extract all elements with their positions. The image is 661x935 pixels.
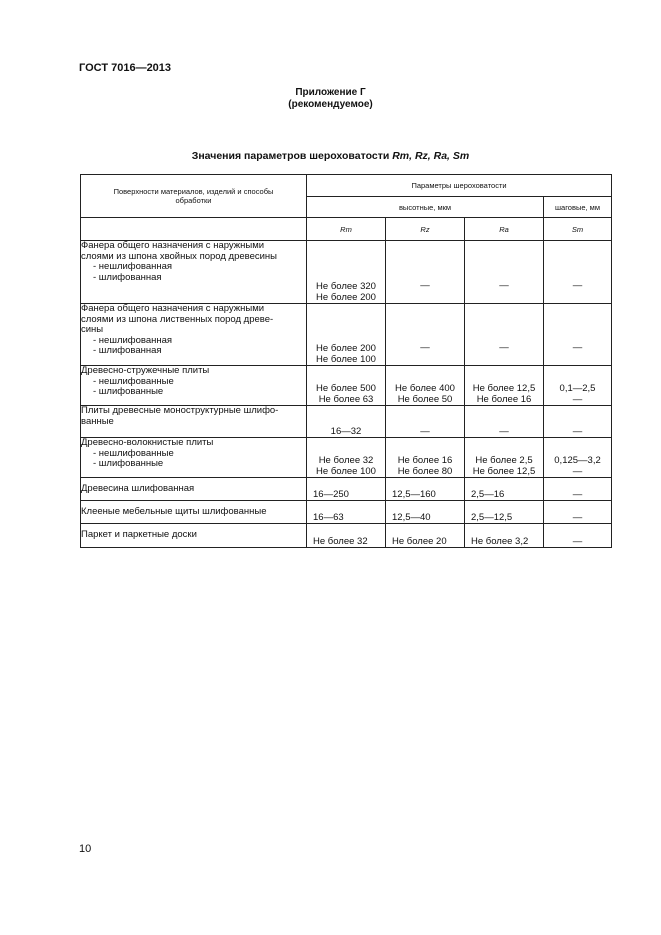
cell-rm-value: 16—250 (313, 488, 349, 500)
cell-sm (544, 478, 612, 501)
cell-ra (465, 478, 544, 501)
cell-sm-value: — (572, 488, 583, 500)
header-sm: Sm (544, 218, 612, 241)
cell-rm (307, 304, 386, 366)
cell-rz (386, 478, 465, 501)
cell-sm (544, 524, 612, 548)
cell-rz-value: — (420, 425, 430, 437)
row-description (81, 524, 307, 548)
appendix-note: (рекомендуемое) (288, 99, 373, 110)
cell-rz (386, 366, 465, 406)
cell-sm-value: — (572, 535, 583, 547)
cell-rm-value: Не более 100 (316, 465, 376, 477)
description-line: Клееные мебельные щиты шлифованные (81, 505, 267, 517)
table-row (81, 241, 612, 304)
cell-rm (307, 438, 386, 478)
cell-rm-value: Не более 320 (316, 281, 376, 292)
cell-rz-value: Не более 400 (395, 383, 455, 394)
cell-rm (307, 478, 386, 501)
cell-rz-value: 12,5—160 (392, 488, 436, 500)
description-line: Древесно-стружечные плиты (81, 365, 210, 376)
table-title-prefix: Значения параметров шероховатости (191, 150, 393, 162)
cell-rm (307, 501, 386, 524)
header-rm: Rm (307, 218, 386, 241)
cell-sm (544, 438, 612, 478)
cell-ra (465, 366, 544, 406)
cell-rm-value: Не более 32 (318, 455, 374, 466)
appendix-title: Приложение Г (295, 87, 366, 98)
description-item: - шлифованные (93, 458, 164, 469)
description-line: слоями из шпона лиственных пород древе- (81, 313, 274, 325)
cell-ra (465, 438, 544, 478)
cell-rz-value: Не более 80 (397, 465, 453, 477)
description-item: - нешлифованные (93, 375, 174, 387)
row-description (81, 406, 307, 438)
table-body (81, 241, 612, 548)
description-item: - нешлифованная (93, 334, 173, 346)
description-line: сины (81, 324, 104, 335)
cell-rm-value: 16—32 (330, 425, 362, 437)
description-item: - нешлифованные (93, 447, 174, 459)
description-line: ванные (81, 415, 114, 427)
cell-sm (544, 366, 612, 406)
description-line: слоями из шпона хвойных пород древесины (81, 250, 278, 262)
cell-ra-value: Не более 12,5 (472, 383, 536, 394)
description-item: - шлифованная (93, 271, 162, 283)
description-line: Паркет и паркетные доски (81, 529, 197, 541)
header-params-group: Параметры шероховатости (307, 175, 612, 197)
cell-rm-value: Не более 200 (316, 343, 376, 354)
table-title-params: Rm, Rz, Ra, Sm (392, 150, 470, 162)
cell-ra-value: — (499, 279, 509, 291)
cell-ra-value: Не более 12,5 (472, 465, 536, 477)
table-row (81, 406, 612, 438)
page-number: 10 (79, 843, 92, 855)
cell-sm-value: — (572, 393, 583, 405)
table-row (81, 478, 612, 501)
cell-rz (386, 241, 465, 304)
cell-rm-value: Не более 100 (316, 353, 376, 365)
cell-ra-value: — (499, 425, 509, 437)
cell-sm-value: — (572, 279, 583, 291)
cell-sm (544, 241, 612, 304)
cell-rz (386, 524, 465, 548)
cell-rz (386, 304, 465, 366)
header-ra: Ra (465, 218, 544, 241)
cell-rm-value: Не более 200 (316, 291, 376, 303)
cell-rz-value: Не более 20 (392, 535, 447, 547)
description-item: - шлифованная (93, 345, 162, 356)
table-row (81, 304, 612, 366)
cell-rm (307, 241, 386, 304)
document-id: ГОСТ 7016—2013 (79, 62, 172, 74)
cell-ra-value: Не более 3,2 (471, 535, 529, 547)
cell-rz (386, 406, 465, 438)
cell-sm-value: — (572, 425, 583, 437)
cell-ra (465, 304, 544, 366)
cell-rm (307, 524, 386, 548)
cell-rz-value: 12,5—40 (392, 511, 431, 523)
row-description (81, 304, 307, 366)
row-description (81, 501, 307, 524)
cell-ra (465, 241, 544, 304)
cell-rz (386, 501, 465, 524)
table-row (81, 501, 612, 524)
cell-rz-value: — (420, 279, 430, 291)
cell-ra (465, 501, 544, 524)
cell-rm-value: 16—63 (313, 511, 344, 523)
appendix-heading (0, 87, 661, 111)
cell-sm (544, 501, 612, 524)
cell-sm-value: — (572, 511, 583, 523)
cell-sm-value: 0,125—3,2 (554, 455, 601, 466)
cell-ra-value: — (499, 341, 509, 353)
cell-rz (386, 438, 465, 478)
cell-ra-value: 2,5—12,5 (471, 511, 513, 523)
description-line: Фанера общего назначения с наружными (81, 240, 265, 251)
description-item: - шлифованные (93, 386, 164, 397)
cell-ra-value: Не более 2,5 (475, 455, 533, 466)
header-height-group: высотные, мкм (307, 197, 544, 218)
description-item: - нешлифованная (93, 261, 173, 272)
row-description (81, 438, 307, 478)
header-step-group: шаговые, мм (544, 197, 612, 218)
cell-ra (465, 406, 544, 438)
table-row (81, 438, 612, 478)
header-surface-cont (81, 218, 307, 241)
cell-sm-value: — (572, 341, 583, 353)
cell-ra-value: Не более 16 (476, 393, 532, 405)
description-line: Фанера общего назначения с наружными (81, 303, 265, 314)
cell-rm-value: Не более 32 (313, 535, 368, 547)
header-rz: Rz (386, 218, 465, 241)
roughness-table (80, 174, 612, 548)
cell-sm-value: 0,1—2,5 (559, 383, 596, 394)
cell-rm-value: Не более 63 (318, 393, 374, 405)
table-row (81, 524, 612, 548)
row-description (81, 241, 307, 304)
cell-rz-value: Не более 16 (397, 455, 453, 466)
cell-rm (307, 406, 386, 438)
cell-sm-value: — (572, 465, 583, 477)
cell-ra-value: 2,5—16 (471, 488, 505, 500)
cell-rz-value: — (420, 341, 430, 353)
header-surface: Поверхности материалов, изделий и способы обработки (81, 175, 307, 218)
description-line: Плиты древесные моноструктурные шлифо- (81, 405, 279, 416)
table-title (0, 150, 661, 162)
cell-rm-value: Не более 500 (316, 383, 376, 394)
description-line: Древесно-волокнистые плиты (81, 437, 214, 448)
cell-rz-value: Не более 50 (397, 393, 453, 405)
cell-rm (307, 366, 386, 406)
cell-sm (544, 304, 612, 366)
cell-sm (544, 406, 612, 438)
description-line: Древесина шлифованная (81, 482, 195, 494)
row-description (81, 478, 307, 501)
table-row (81, 366, 612, 406)
row-description (81, 366, 307, 406)
cell-ra (465, 524, 544, 548)
